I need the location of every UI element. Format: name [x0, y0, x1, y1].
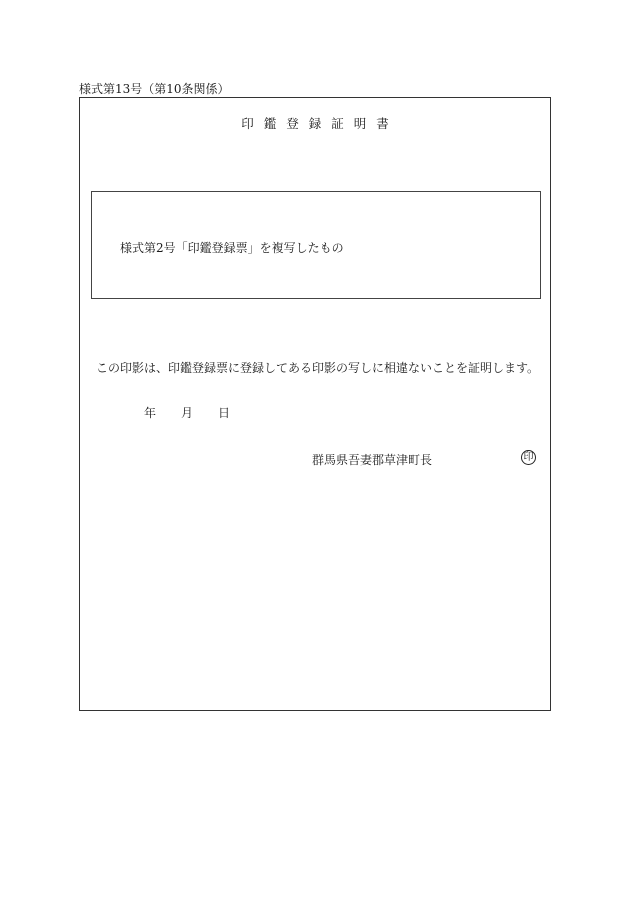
year-label: 年	[144, 406, 157, 420]
certification-statement: この印影は、印鑑登録票に登録してある印影の写しに相違ないことを証明します。	[96, 361, 540, 375]
document-title: 印鑑登録証明書	[241, 116, 399, 131]
official-seal-mark: 印	[521, 450, 536, 465]
form-number: 様式第13号（第10条関係）	[79, 82, 230, 96]
seal-impression-note: 様式第2号「印鑑登録票」を複写したもの	[120, 241, 344, 255]
day-label: 日	[218, 406, 231, 420]
issuer-name: 群馬県吾妻郡草津町長	[312, 453, 433, 467]
certificate-frame	[79, 97, 551, 711]
month-label: 月	[181, 406, 194, 420]
date-line	[144, 404, 230, 421]
seal-impression-box	[91, 191, 541, 299]
